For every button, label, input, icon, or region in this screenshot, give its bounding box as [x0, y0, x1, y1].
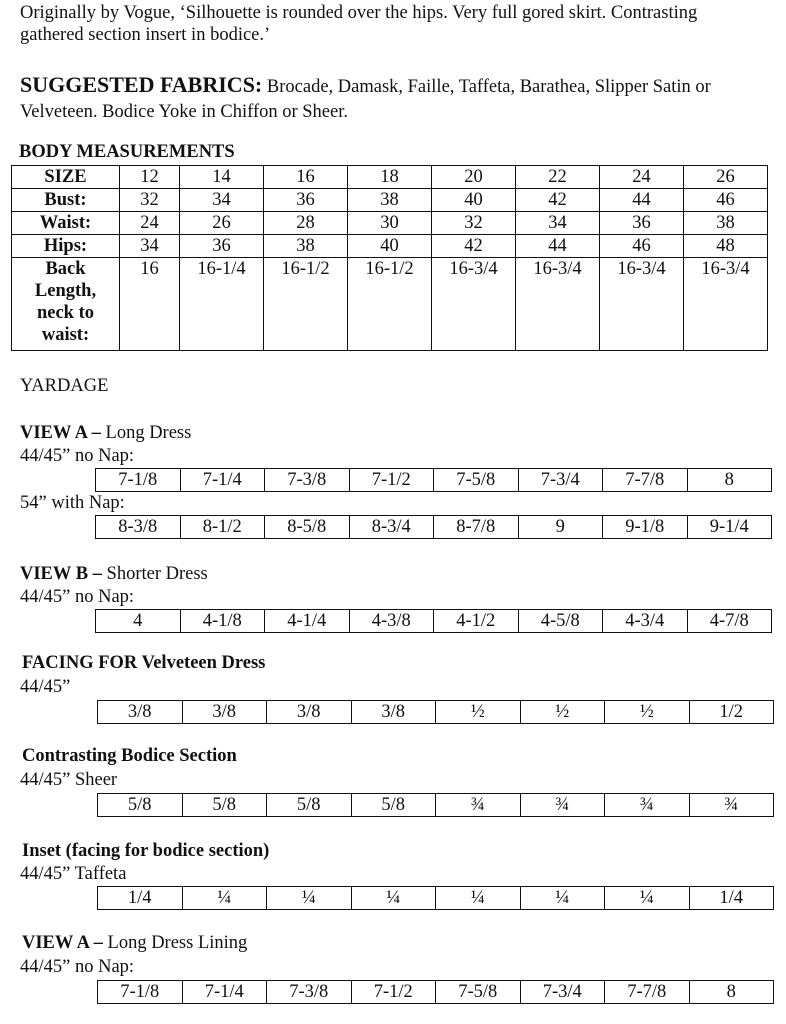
measurement-value: 46: [684, 189, 768, 212]
yardage-value: 4-1/8: [180, 610, 265, 633]
yardage-value: ½: [605, 701, 690, 724]
yardage-value: 7-3/8: [265, 469, 350, 492]
measurement-value: 34: [120, 235, 180, 258]
measurement-value: 34: [516, 212, 600, 235]
measurement-row: [12, 235, 768, 258]
measurement-row: [12, 258, 768, 351]
measurement-row: [12, 166, 768, 189]
yardage-row: [98, 794, 774, 817]
measurement-value: 48: [684, 235, 768, 258]
yardage-value: 3/8: [351, 701, 436, 724]
view-a-with-nap-table: [95, 515, 772, 539]
fabrics-line-1: Brocade, Damask, Faille, Taffeta, Barathea, Slipper Satin or: [262, 77, 711, 97]
yardage-value: 4-3/8: [349, 610, 434, 633]
yardage-value: 5/8: [267, 794, 352, 817]
measurement-value: 24: [120, 212, 180, 235]
yardage-value: 7-5/8: [434, 469, 519, 492]
yardage-value: 7-1/4: [182, 981, 267, 1004]
yardage-value: 8-5/8: [265, 516, 350, 539]
measurement-value: 18: [348, 166, 432, 189]
measurement-value: 12: [120, 166, 180, 189]
view-a-sub-no-nap: 44/45” no Nap:: [20, 446, 135, 466]
measurement-row: [12, 212, 768, 235]
measurement-value: 46: [600, 235, 684, 258]
measurement-label: SIZE: [12, 166, 120, 189]
yardage-value: 4-7/8: [687, 610, 772, 633]
suggested-fabrics: [20, 72, 711, 125]
measurement-value: 16-1/2: [264, 258, 348, 351]
yardage-value: ¼: [605, 887, 690, 910]
view-a-title: VIEW A – Long Dress: [20, 423, 192, 443]
measurement-value: 32: [120, 189, 180, 212]
yardage-value: 3/8: [98, 701, 183, 724]
measurement-value: 38: [684, 212, 768, 235]
fabrics-line-2: Velveteen. Bodice Yoke in Chiffon or Sheer.: [20, 102, 348, 122]
body-measurements-heading: BODY MEASUREMENTS: [19, 142, 235, 162]
measurement-value: 28: [264, 212, 348, 235]
yardage-value: 7-7/8: [605, 981, 690, 1004]
inset-title: Inset (facing for bodice section): [22, 841, 270, 861]
yardage-value: 8-3/4: [349, 516, 434, 539]
yardage-value: 9-1/8: [603, 516, 688, 539]
measurement-value: 38: [348, 189, 432, 212]
lining-sub: 44/45” no Nap:: [20, 957, 135, 977]
yardage-value: 7-7/8: [603, 469, 688, 492]
measurement-label: Waist:: [12, 212, 120, 235]
measurement-value: 36: [180, 235, 264, 258]
view-a-sub-with-nap: 54” with Nap:: [20, 493, 125, 513]
yardage-value: 1/4: [689, 887, 774, 910]
yardage-value: 8-3/8: [96, 516, 181, 539]
yardage-row: [98, 701, 774, 724]
contrasting-table: [97, 793, 774, 817]
yardage-value: ¾: [605, 794, 690, 817]
yardage-value: ¾: [520, 794, 605, 817]
measurement-value: 44: [600, 189, 684, 212]
inset-sub: 44/45” Taffeta: [20, 864, 127, 884]
measurement-value: 34: [180, 189, 264, 212]
yardage-value: 8: [689, 981, 774, 1004]
yardage-value: 8-1/2: [180, 516, 265, 539]
yardage-value: 4-1/2: [434, 610, 519, 633]
measurement-value: 16-1/2: [348, 258, 432, 351]
intro-line-2: gathered section insert in bodice.’: [20, 25, 271, 45]
yardage-row: [98, 887, 774, 910]
yardage-value: ¼: [267, 887, 352, 910]
yardage-value: 7-1/2: [351, 981, 436, 1004]
yardage-row: [96, 469, 772, 492]
facing-table: [97, 700, 774, 724]
view-b-table: [95, 609, 772, 633]
measurement-row: [12, 189, 768, 212]
measurement-label: Hips:: [12, 235, 120, 258]
measurement-value: 20: [432, 166, 516, 189]
yardage-value: ¾: [436, 794, 521, 817]
yardage-value: 8-7/8: [434, 516, 519, 539]
measurement-value: 42: [432, 235, 516, 258]
measurement-value: 38: [264, 235, 348, 258]
yardage-value: 7-1/8: [98, 981, 183, 1004]
yardage-value: 7-1/8: [96, 469, 181, 492]
yardage-value: ¾: [689, 794, 774, 817]
measurement-value: 16-3/4: [432, 258, 516, 351]
measurement-value: 16-1/4: [180, 258, 264, 351]
measurement-value: 40: [432, 189, 516, 212]
contrasting-title: Contrasting Bodice Section: [22, 746, 237, 766]
yardage-value: 7-3/4: [520, 981, 605, 1004]
yardage-value: ½: [520, 701, 605, 724]
yardage-heading: YARDAGE: [20, 376, 109, 396]
measurement-value: 16: [264, 166, 348, 189]
yardage-value: ¼: [182, 887, 267, 910]
yardage-row: [96, 516, 772, 539]
intro-text: [20, 2, 697, 46]
measurement-value: 24: [600, 166, 684, 189]
measurement-value: 42: [516, 189, 600, 212]
measurement-label: Bust:: [12, 189, 120, 212]
view-b-title: VIEW B – Shorter Dress: [20, 564, 208, 584]
measurement-value: 22: [516, 166, 600, 189]
yardage-value: 9: [518, 516, 603, 539]
yardage-value: 9-1/4: [687, 516, 772, 539]
yardage-value: 4-1/4: [265, 610, 350, 633]
measurement-value: 14: [180, 166, 264, 189]
yardage-value: 5/8: [182, 794, 267, 817]
fabrics-heading: SUGGESTED FABRICS:: [20, 72, 263, 97]
yardage-value: 7-5/8: [436, 981, 521, 1004]
body-measurements-table: [11, 165, 768, 351]
measurement-value: 16-3/4: [684, 258, 768, 351]
yardage-value: ¼: [520, 887, 605, 910]
yardage-value: 1/2: [689, 701, 774, 724]
measurement-value: 40: [348, 235, 432, 258]
yardage-value: 1/4: [98, 887, 183, 910]
yardage-value: 7-3/4: [518, 469, 603, 492]
contrasting-sub: 44/45” Sheer: [20, 770, 118, 790]
measurement-value: 26: [684, 166, 768, 189]
measurement-value: 30: [348, 212, 432, 235]
view-b-sub: 44/45” no Nap:: [20, 587, 135, 607]
measurement-value: 16-3/4: [516, 258, 600, 351]
lining-table: [97, 980, 774, 1004]
view-a-no-nap-table: [95, 468, 772, 492]
measurement-value: 26: [180, 212, 264, 235]
measurement-value: 36: [264, 189, 348, 212]
yardage-value: ¼: [436, 887, 521, 910]
facing-sub: 44/45”: [20, 677, 71, 697]
yardage-value: 7-3/8: [267, 981, 352, 1004]
yardage-value: 3/8: [182, 701, 267, 724]
yardage-value: 3/8: [267, 701, 352, 724]
measurement-value: 36: [600, 212, 684, 235]
measurement-value: 16: [120, 258, 180, 351]
yardage-row: [96, 610, 772, 633]
yardage-value: 5/8: [351, 794, 436, 817]
measurement-value: 16-3/4: [600, 258, 684, 351]
facing-title: FACING FOR Velveteen Dress: [22, 653, 266, 673]
intro-line-1: Originally by Vogue, ‘Silhouette is rounded over the hips. Very full gored skirt. Contrasting: [20, 3, 698, 23]
inset-table: [97, 886, 774, 910]
yardage-value: 5/8: [98, 794, 183, 817]
yardage-row: [98, 981, 774, 1004]
yardage-value: 4-5/8: [518, 610, 603, 633]
yardage-value: 8: [687, 469, 772, 492]
yardage-value: ¼: [351, 887, 436, 910]
yardage-value: 7-1/4: [180, 469, 265, 492]
yardage-value: 7-1/2: [349, 469, 434, 492]
lining-title: VIEW A – Long Dress Lining: [22, 933, 248, 953]
measurement-label: Back Length, neck to waist:: [12, 258, 120, 351]
measurement-value: 32: [432, 212, 516, 235]
measurement-value: 44: [516, 235, 600, 258]
yardage-value: 4: [96, 610, 181, 633]
yardage-value: 4-3/4: [603, 610, 688, 633]
yardage-value: ½: [436, 701, 521, 724]
